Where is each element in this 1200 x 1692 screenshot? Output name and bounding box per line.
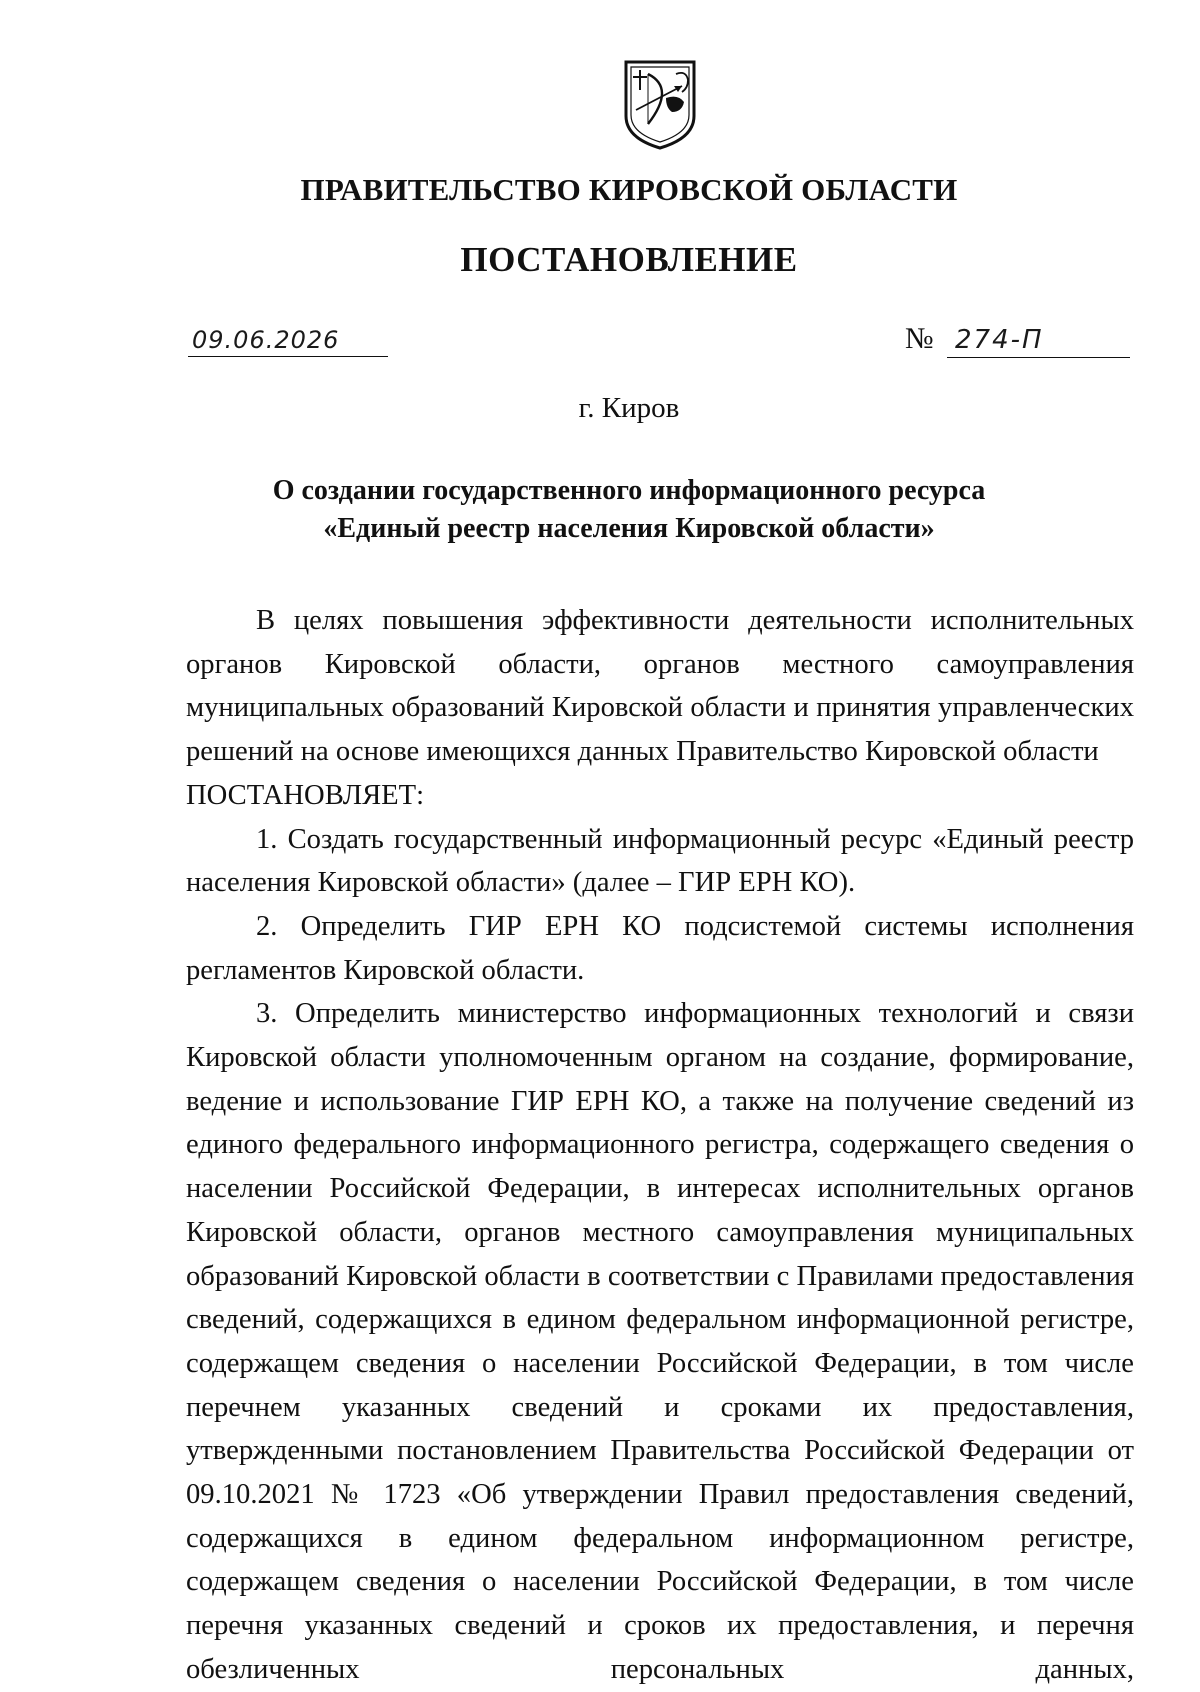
subject-line-2: «Единый реестр населения Кировской области» xyxy=(323,513,935,544)
preamble-paragraph: В целях повышения эффективности деятельности исполнительных органов Кировской области, органов местного самоуправления муниципальных образований Кировской области и принятия управленческих решений на основе имеющихся данных Правительство Кировской области xyxy=(186,605,1134,768)
item-3-paragraph: 3. Определить министерство информационных технологий и связи Кировской области уполномоченным органом на создание, формирование, ведение и использование ГИР ЕРН КО, а также на получение сведений из единого федерального информационного регистра, содержащего сведения о населении Российской Федерации, в интересах исполнительных органов Кировской области, органов местного самоуправления муниципальных образований Кировской области в соответствии с Правилами предоставления сведений, содержащихся в едином федеральном информационной регистре, содержащем сведения о населении Российской Федерации, в том числе перечнем указанных сведений и сроками их предоставления, утвержденными постановлением Правительства Российской Федерации от 09.10.2021 № 1723 «Об утверждении Правил предоставления сведений, содержащихся в едином федеральном информационном регистре, содержащем сведения о населении Российской Федерации, в том числе перечня указанных сведений и сроков их предоставления, и перечня обезличенных персональных данных, xyxy=(186,998,1134,1685)
date-field xyxy=(188,322,388,357)
resolves-label: ПОСТАНОВЛЯЕТ: xyxy=(186,779,425,811)
document-date: 09.06.2026 xyxy=(192,326,340,354)
number-field xyxy=(905,322,1130,358)
subject-line-1: О создании государственного информационного ресурса xyxy=(272,475,986,506)
item-2-paragraph: 2. Определить ГИР ЕРН КО подсистемой системы исполнения регламентов Кировской области. xyxy=(186,910,1134,986)
document-number: 274-П xyxy=(955,325,1044,355)
item-1-paragraph: 1. Создать государственный информационный ресурс «Единый реестр населения Кировской области» (далее – ГИР ЕРН КО). xyxy=(186,823,1134,899)
number-sign: № xyxy=(905,322,934,355)
organization-title: ПРАВИТЕЛЬСТВО КИРОВСКОЙ ОБЛАСТИ xyxy=(300,172,958,207)
number-underline xyxy=(947,357,1130,358)
city-label: г. Киров xyxy=(578,392,680,424)
document-subject xyxy=(0,472,1200,548)
coat-of-arms-icon xyxy=(622,58,698,152)
document-type-title: ПОСТАНОВЛЕНИЕ xyxy=(460,240,798,279)
document-body xyxy=(186,599,1134,1692)
